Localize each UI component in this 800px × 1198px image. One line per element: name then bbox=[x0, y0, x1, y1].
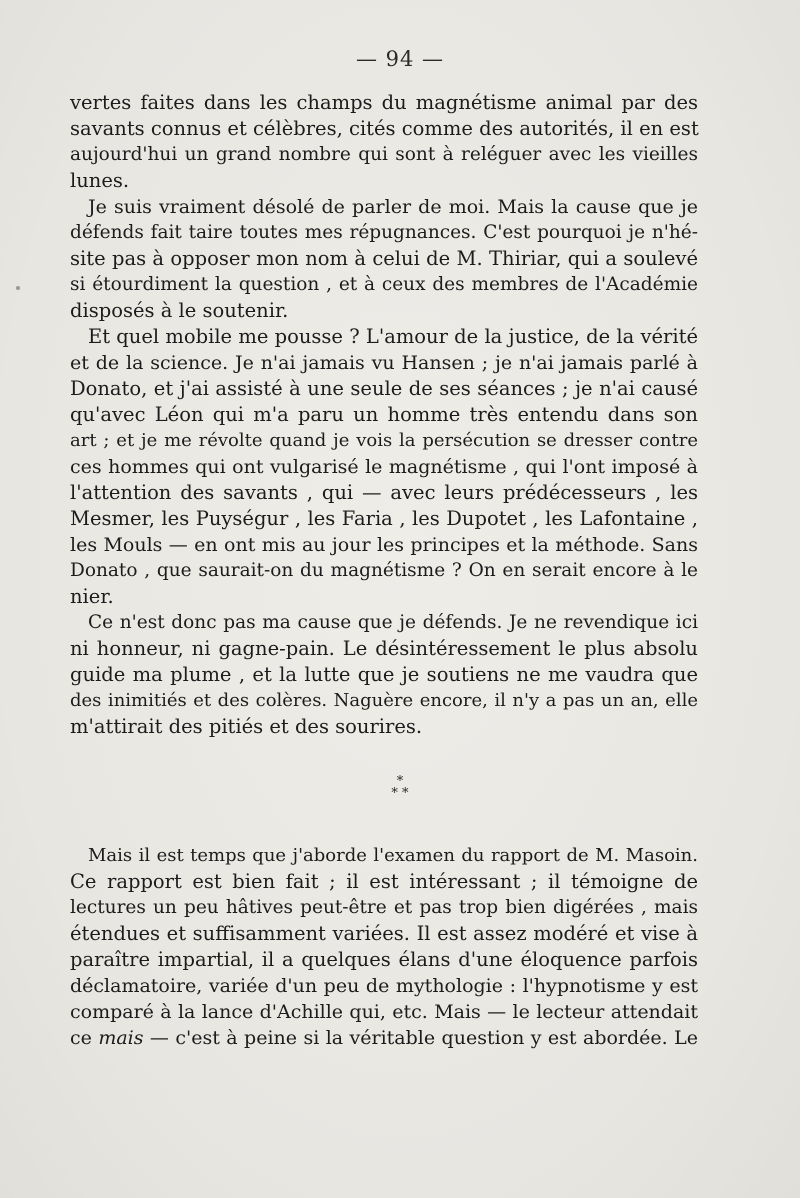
text-line: et de la science. Je n'ai jamais vu Hansen ; je n'ai jamais parlé à bbox=[70, 352, 698, 374]
text-line: Je suis vraiment désolé de parler de moi. Mais la cause que je bbox=[88, 196, 698, 218]
text-line: lectures un peu hâtives peut-être et pas trop bien digérées , mais bbox=[70, 897, 698, 918]
text-line: Donato, et j'ai assisté à une seule de ses séances ; je n'ai causé bbox=[70, 377, 698, 400]
page-number: — 94 — bbox=[355, 47, 445, 71]
text-line-with-italic bbox=[70, 1025, 698, 1051]
text-line: ni honneur, ni gagne-pain. Le désintéressement le plus absolu bbox=[70, 637, 698, 660]
asterism-top: * bbox=[396, 774, 404, 789]
text-line: déclamatoire, variée d'un peu de mythologie : l'hypnotisme y est bbox=[70, 975, 698, 997]
text-line: paraître impartial, il a quelques élans d'une éloquence parfois bbox=[70, 948, 698, 971]
italic-word: mais bbox=[98, 1027, 144, 1049]
text-line: comparé à la lance d'Achille qui, etc. Mais — le lecteur attendait bbox=[70, 1001, 698, 1023]
asterism-bottom: * * bbox=[391, 786, 409, 801]
text-line: Donato , que saurait-on du magnétisme ? On en serait encore à le bbox=[70, 560, 698, 581]
text-line: art ; et je me révolte quand je vois la persécution se dresser contre bbox=[70, 430, 698, 451]
paragraph bbox=[70, 843, 698, 1051]
text-line: étendues et suffisamment variées. Il est assez modéré et vise à bbox=[70, 922, 698, 945]
paragraph bbox=[70, 194, 698, 324]
text-line: site pas à opposer mon nom à celui de M. Thiriar, qui a soulevé bbox=[70, 247, 698, 270]
text-line: ces hommes qui ont vulgarisé le magnétisme , qui l'ont imposé à bbox=[70, 456, 698, 478]
body-text-bottom bbox=[70, 843, 698, 1051]
text-line: Et quel mobile me pousse ? L'amour de la justice, de la vérité bbox=[88, 325, 698, 348]
text-line: si étourdiment la question , et à ceux des membres de l'Académie bbox=[70, 274, 698, 295]
text-line: l'attention des savants , qui — avec leurs prédécesseurs , les bbox=[70, 481, 698, 504]
text-line: m'attirait des pitiés et des sourires. bbox=[70, 715, 423, 738]
section-break-asterism bbox=[0, 776, 800, 800]
text-line: Ce n'est donc pas ma cause que je défends. Je ne revendique ici bbox=[88, 612, 698, 633]
text-line: savants connus et célèbres, cités comme des autorités, il en est bbox=[70, 117, 699, 140]
paragraph-continuation bbox=[70, 90, 698, 194]
text-line: aujourd'hui un grand nombre qui sont à reléguer avec les vieilles bbox=[70, 144, 698, 165]
paragraph bbox=[70, 610, 698, 740]
line-segment: — c'est à peine si la véritable question y est abordée. Le bbox=[143, 1027, 698, 1049]
text-line: qu'avec Léon qui m'a paru un homme très entendu dans son bbox=[70, 403, 698, 426]
text-line: défends fait taire toutes mes répugnances. C'est pourquoi je n'hé- bbox=[70, 222, 698, 243]
text-line: les Mouls — en ont mis au jour les principes et la méthode. Sans bbox=[70, 534, 698, 556]
line-segment: ce bbox=[70, 1027, 99, 1049]
paragraph bbox=[70, 324, 698, 610]
scan-speck bbox=[16, 286, 20, 290]
text-line: Ce rapport est bien fait ; il est intéressant ; il témoigne de bbox=[70, 870, 698, 893]
text-line: guide ma plume , et la lutte que je soutiens ne me vaudra que bbox=[70, 663, 698, 686]
text-line: disposés à le soutenir. bbox=[70, 299, 289, 322]
text-line: lunes. bbox=[70, 169, 130, 192]
text-line: des inimitiés et des colères. Naguère encore, il n'y a pas un an, elle bbox=[70, 690, 698, 711]
text-line: vertes faites dans les champs du magnétisme animal par des bbox=[70, 91, 698, 114]
body-text-top bbox=[70, 90, 698, 740]
text-line: Mais il est temps que j'aborde l'examen du rapport de M. Masoin. bbox=[88, 845, 698, 866]
text-line: nier. bbox=[70, 585, 114, 608]
text-line: Mesmer, les Puységur , les Faria , les Dupotet , les Lafontaine , bbox=[70, 507, 698, 530]
